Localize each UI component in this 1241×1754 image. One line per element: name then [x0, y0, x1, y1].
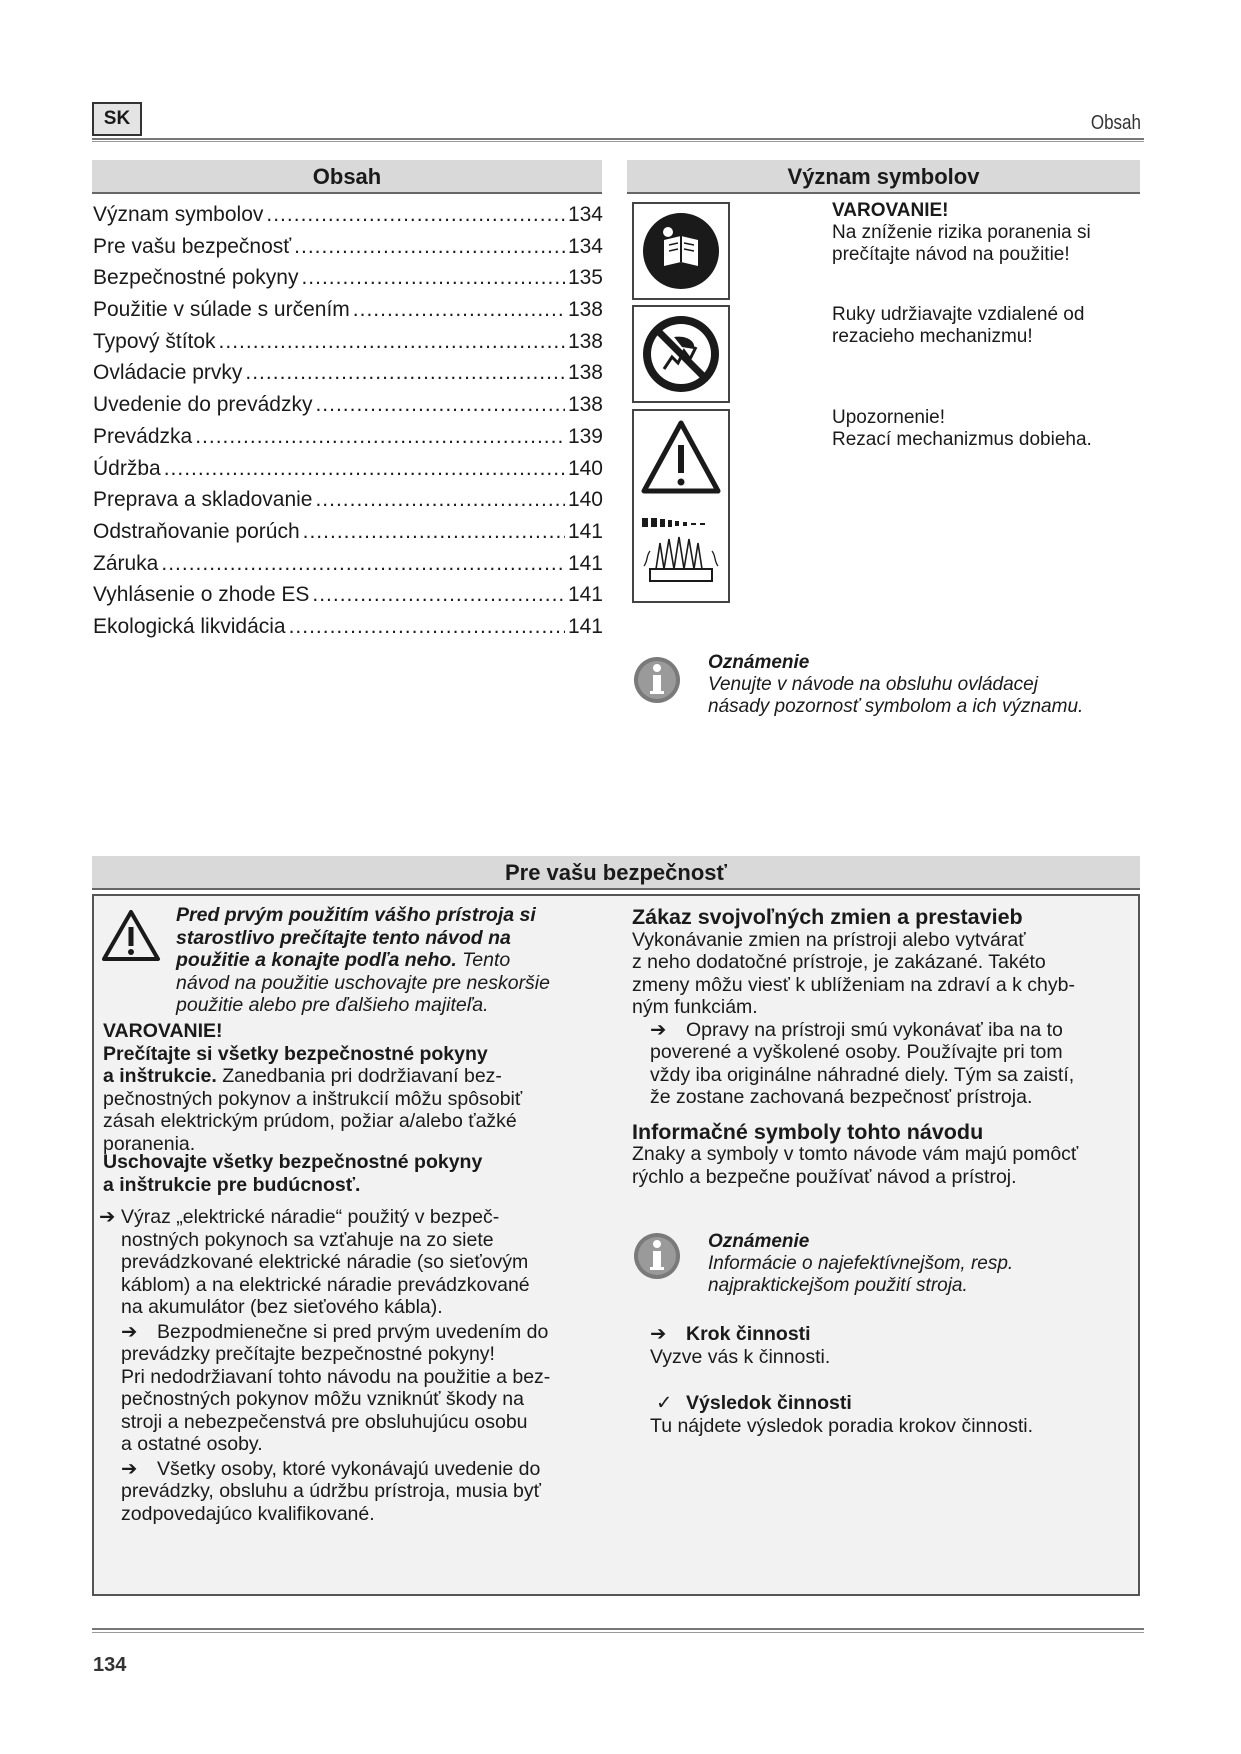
toc-entry-page: 138 [567, 298, 603, 322]
result-legend [650, 1392, 1130, 1437]
arrow-right-icon: ➔ [650, 1323, 667, 1345]
table-of-contents [93, 203, 603, 647]
toc-entry-page: 141 [567, 551, 603, 575]
info-symbols-heading: Informačné symboly tohto návodu [632, 1119, 984, 1144]
toc-entry-label: Ekologická likvidácia [93, 614, 286, 638]
notice-line: Venujte v návode na obsluhu ovládacej [708, 674, 1038, 695]
safety-read-line: zásah elektrickým prúdom, požiar a/alebo ťažké [103, 1110, 517, 1132]
safety-term-line: Výraz „elektrické náradie“ použitý v bezpeč- [121, 1206, 500, 1228]
safety-keep-line: Uschovajte všetky bezpečnostné pokyny [103, 1151, 483, 1173]
page-number: 134 [93, 1654, 127, 1676]
safety-term-line: na akumulátor (bez sieťového kábla). [121, 1296, 443, 1318]
checkmark-icon: ✓ [656, 1392, 673, 1414]
toc-entry-page: 135 [567, 266, 603, 290]
safety-intro [176, 904, 616, 1017]
info-symbols-line: rýchlo a bezpečne používať návod a prístroj. [632, 1165, 1017, 1188]
toc-entry[interactable] [93, 520, 603, 552]
repair-line: vždy iba originálne náhradné diely. Tým sa zaistí, [650, 1063, 1075, 1086]
toc-entry-page: 138 [567, 361, 603, 385]
notice-line: násady pozornosť symbolom a ich významu. [708, 696, 1084, 717]
toc-entry[interactable] [93, 552, 603, 584]
toc-entry-page: 140 [567, 488, 603, 512]
safety-intro-line: Pred prvým použitím vášho prístroja si [176, 904, 536, 926]
modification-line: z neho dodatočné prístroje, je zakázané. Takéto [632, 951, 1046, 973]
toc-entry-label: Použitie v súlade s určením [93, 298, 350, 322]
toc-entry-label: Ovládacie prvky [93, 361, 243, 385]
toc-leader-dots [315, 488, 564, 512]
safety-read-line: Zanedbania pri dodržiavaní bez- [216, 1065, 502, 1087]
toc-leader-dots [161, 552, 565, 576]
safety-persons-line: zodpovedajúco kvalifikované. [121, 1502, 375, 1525]
toc-entry[interactable] [93, 393, 603, 425]
symbols-heading: Význam symbolov [627, 160, 1140, 194]
safety-term-line: káblom) a na elektrické náradie prevádzkované [121, 1273, 530, 1296]
safety-damage-line: stroji a nebezpečenstvá pre obsluhujúcu osobu [121, 1410, 528, 1433]
toc-entry-page: 134 [567, 203, 603, 226]
toc-leader-dots [315, 393, 564, 417]
safety-intro-line: starostlivo prečítajte tento návod na [176, 926, 511, 949]
symbol-caution-line: Rezací mechanizmus dobieha. [832, 429, 1092, 450]
hands-away-icon [632, 305, 730, 403]
toc-entry-label: Preprava a skladovanie [93, 488, 313, 512]
footer-rule [92, 1628, 1144, 1630]
toc-entry[interactable] [93, 457, 603, 489]
symbols-notice [708, 652, 1148, 718]
warning-triangle-icon [101, 908, 161, 968]
safety-read-line: a inštrukcie. [103, 1065, 217, 1087]
toc-leader-dots [301, 266, 564, 290]
toc-entry[interactable] [93, 298, 603, 330]
toc-entry[interactable] [93, 266, 603, 298]
toc-entry-label: Údržba [93, 456, 161, 480]
modification-line: zmeny môžu viesť k ublíženiam na zdraví a k chyb- [632, 973, 1075, 996]
repair-item [632, 1019, 1137, 1109]
modification-heading: Zákaz svojvoľných zmien a prestavieb [632, 905, 1023, 929]
info-symbols-line: Znaky a symboly v tomto návode vám majú pomôcť [632, 1143, 1079, 1165]
toc-entry-label: Prevádzka [93, 424, 193, 448]
toc-entry-label: Uvedenie do prevádzky [93, 393, 313, 417]
step-title: Krok činnosti [686, 1323, 811, 1345]
toc-entry-label: Pre vašu bezpečnosť [93, 234, 292, 258]
toc-entry-label: Bezpečnostné pokyny [93, 266, 299, 290]
arrow-right-icon: ➔ [650, 1018, 667, 1041]
modification-line: Vykonávanie zmien na prístroji alebo vytvárať [632, 928, 1026, 951]
repair-line: Opravy na prístroji smú vykonávať iba na to [686, 1018, 1063, 1041]
symbol-warning-line: Na zníženie rizika poranenia si [832, 222, 1091, 243]
info-icon [632, 655, 682, 710]
symbol-warning-line: prečítajte návod na použitie! [832, 244, 1070, 265]
toc-entry[interactable] [93, 330, 603, 362]
header-rule-thin [92, 141, 1144, 142]
arrow-right-icon: ➔ [121, 1320, 138, 1343]
safety-term-item [99, 1206, 623, 1319]
toc-entry[interactable] [93, 583, 603, 615]
toc-entry-page: 141 [567, 614, 603, 638]
safety-intro-line: použitie a konajte podľa neho. [176, 949, 457, 971]
step-text: Vyzve vás k činnosti. [650, 1345, 831, 1368]
symbol-hands-text [832, 304, 1084, 348]
info-icon [632, 1231, 682, 1286]
toc-entry-label: Typový štítok [93, 329, 216, 353]
language-badge: SK [92, 102, 142, 136]
arrow-right-icon: ➔ [121, 1457, 138, 1480]
toc-leader-dots [266, 203, 565, 227]
safety-persons-line: prevádzky, obsluhu a údržbu prístroja, musia byť [121, 1480, 541, 1502]
safety-heading: Pre vašu bezpečnosť [92, 856, 1140, 890]
toc-entry[interactable] [93, 615, 603, 647]
result-title: Výsledok činnosti [686, 1392, 852, 1414]
safety-intro-line: Tento [456, 949, 511, 971]
caution-blades-icon [632, 409, 730, 603]
notice-line: Informácie o najefektívnejšom, resp. [708, 1253, 1014, 1274]
safety-damage-line: a ostatné osoby. [121, 1433, 263, 1455]
safety-term-line: nostných pokynoch sa vzťahuje na zo siete [121, 1228, 494, 1251]
toc-entry[interactable] [93, 488, 603, 520]
footer-rule-thin [92, 1632, 1144, 1633]
toc-leader-dots [195, 425, 565, 449]
safety-must-item [103, 1321, 623, 1526]
toc-entry-page: 141 [567, 519, 603, 543]
toc-entry-page: 134 [567, 234, 603, 258]
toc-entry[interactable] [93, 203, 603, 235]
toc-entry-page: 141 [567, 583, 603, 607]
toc-entry-label: Záruka [93, 551, 159, 575]
symbol-warning-title: VAROVANIE! [832, 200, 949, 221]
safety-must-line: Bezpodmienečne si pred prvým uvedením do [157, 1320, 549, 1343]
repair-line: že zostane zachovaná bezpečnosť prístroja. [650, 1086, 1033, 1108]
safety-intro-line: použitie alebo pre ďalšieho majiteľa. [176, 994, 489, 1016]
header-rule [92, 138, 1144, 140]
safety-read-line: pečnostných pokynov a inštrukcií môžu spôsobiť [103, 1087, 523, 1110]
running-header: Obsah [1090, 112, 1141, 134]
safety-keep-line: a inštrukcie pre budúcnosť. [103, 1173, 361, 1196]
safety-right-column [632, 906, 1137, 1188]
toc-entry-page: 139 [567, 424, 603, 448]
toc-entry-label: Odstraňovanie porúch [93, 519, 300, 543]
modification-line: ným funkciám. [632, 996, 758, 1018]
read-manual-icon [632, 202, 730, 300]
repair-line: poverené a vyškolené osoby. Používajte pri tom [650, 1041, 1063, 1063]
toc-leader-dots [294, 235, 565, 259]
step-legend [650, 1323, 1130, 1368]
toc-entry-page: 138 [567, 393, 603, 417]
symbol-caution-text [832, 407, 1092, 451]
symbol-hands-line: rezacieho mechanizmu! [832, 326, 1033, 347]
arrow-right-icon: ➔ [99, 1206, 116, 1228]
symbol-caution-line: Upozornenie! [832, 407, 946, 428]
safety-left-column [99, 1020, 623, 1525]
toc-leader-dots [289, 615, 565, 639]
toc-leader-dots [245, 361, 565, 385]
safety-damage-line: pečnostných pokynov môžu vzniknúť škody na [121, 1388, 524, 1410]
notice-title: Oznámenie [708, 1231, 810, 1252]
toc-entry-label: Vyhlásenie o zhode ES [93, 583, 310, 607]
notice-line: najpraktickejšom použití stroja. [708, 1275, 968, 1296]
toc-entry[interactable] [93, 425, 603, 457]
toc-entry-page: 140 [567, 456, 603, 480]
toc-entry-label: Význam symbolov [93, 203, 264, 226]
notice-title: Oznámenie [708, 652, 810, 673]
toc-entry-page: 138 [567, 329, 603, 353]
safety-persons-line: Všetky osoby, ktoré vykonávajú uvedenie do [157, 1457, 541, 1480]
safety-notice [708, 1231, 1128, 1297]
toc-entry[interactable] [93, 361, 603, 393]
toc-leader-dots [303, 520, 565, 544]
safety-term-line: prevádzkované elektrické náradie (so sieťovým [121, 1251, 529, 1273]
safety-intro-line: návod na použitie uschovajte pre neskoršie [176, 971, 550, 994]
toc-heading: Obsah [92, 160, 602, 194]
safety-damage-line: Pri nedodržiavaní tohto návodu na použitie a bez- [121, 1365, 551, 1388]
toc-leader-dots [312, 583, 565, 607]
safety-read-line: poranenia. [103, 1132, 196, 1155]
toc-leader-dots [219, 330, 565, 354]
toc-entry[interactable] [93, 235, 603, 267]
result-text: Tu nájdete výsledok poradia krokov činnosti. [650, 1414, 1033, 1437]
safety-read-line: Prečítajte si všetky bezpečnostné pokyny [103, 1042, 488, 1065]
safety-must-line: prevádzky prečítajte bezpečnostné pokyny! [121, 1343, 495, 1365]
symbol-hands-line: Ruky udržiavajte vzdialené od [832, 304, 1085, 325]
toc-leader-dots [164, 457, 565, 481]
symbol-warning-text [832, 200, 1091, 266]
safety-warning-label: VAROVANIE! [103, 1020, 223, 1042]
toc-leader-dots [353, 298, 565, 322]
